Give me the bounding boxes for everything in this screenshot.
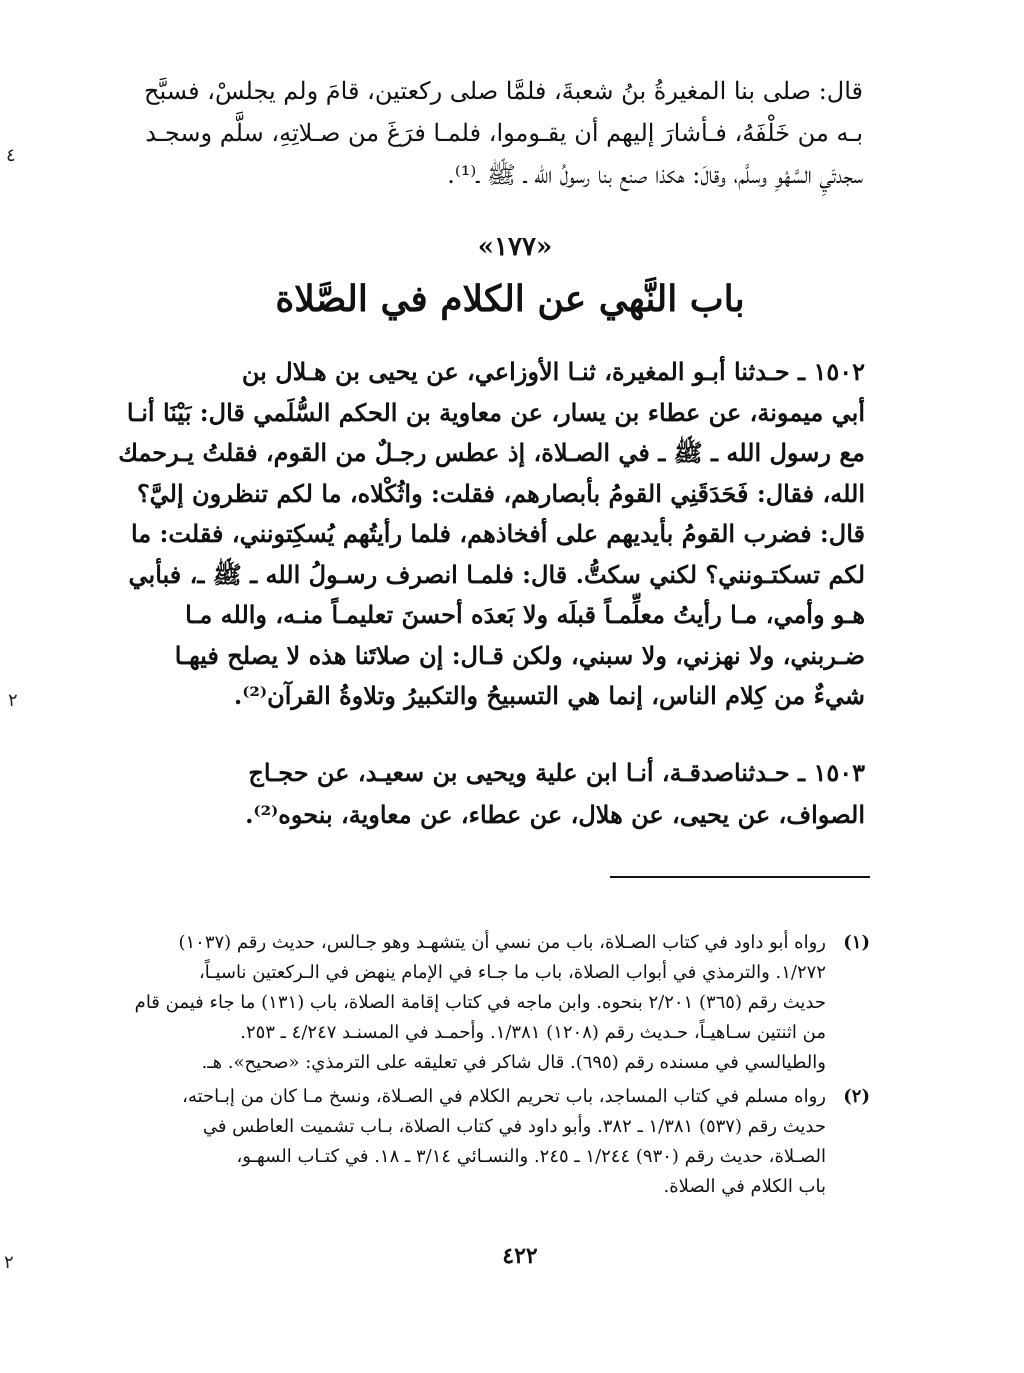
footnote-line: حديث رقم (٣٦٥) ٢/٢٠١ بنحوه. وابن ماجه في كتاب إقامة الصلاة، باب (١٣١) ما جاء فيمن قام <box>134 992 826 1013</box>
footnote-line: ١/٢٧٢. والترمذي في أبواب الصلاة، باب ما جـاء في الإمام ينهض في الـركعتين ناسيـاً، <box>198 962 826 983</box>
scan-edge-mark: ٢ <box>4 1252 14 1273</box>
footnote-1 <box>134 928 870 1078</box>
chapter-number: «١٧٧» <box>477 232 553 262</box>
footnote-marker: (٢) <box>843 1086 870 1107</box>
text-line: مع رسول الله ـ ﷺ ـ في الصـلاة، إذ عطس رجـلٌ من القوم، فقلتُ يـرحمك <box>118 438 865 467</box>
text-line: ١٥٠٣ ـ حـدثناصدقـة، أنـا ابن علية ويحيى بن سعيـد، عن حجـاج <box>248 758 865 787</box>
footnote-line: رواه مسلم في كتاب المساجد، باب تحريم الكلام في الصـلاة، ونسخ مـا كان من إبـاحته، <box>182 1086 826 1107</box>
chapter-title: باب النَّهي عن الكلام في الصَّلاة <box>275 278 745 320</box>
footnote-marker: (١) <box>843 932 870 953</box>
text-line: قال: صلى بنا المغيرةُ بنُ شعبةَ، فلمَّا صلى ركعتين، قامَ ولم يجلسْ، فسبَّح <box>143 77 863 105</box>
continuation-paragraph <box>143 70 863 196</box>
text-line: الله، فقال: فَحَدَقَنِي القومُ بأبصارهم، فقلت: واثُكْلاه، ما لكم تنظرون إليَّ؟ <box>136 478 865 508</box>
text-line: شيءٌ من كِلام الناس، إنما هي التسبيحُ والتكبيرُ وتلاوةُ القرآن⁽²⁾. <box>233 681 865 710</box>
footnote-divider <box>610 876 870 878</box>
footnote-body <box>180 1082 826 1202</box>
footnote-body <box>134 928 826 1078</box>
scan-edge-mark: ٢ <box>8 690 18 711</box>
footnote-line: من اثنتين سـاهيـاً، حـديث رقم (١٢٠٨) ١/٣٨١. وأحمـد في المسنـد ٤/٢٤٧ ـ ٢٥٣. <box>240 1022 826 1043</box>
page-number: ٤٢٢ <box>502 1243 538 1269</box>
text-line: بـه من خَلْفَهُ، فـأشارَ إليهم أن يقـوموا، فلمـا فرَغَ من صـلاتِهِ، سلَّم وسجـد <box>145 119 863 147</box>
scan-edge-mark: ٤ <box>6 145 16 166</box>
text-line: ١٥٠٢ ـ حـدثنا أبـو المغيرة، ثنـا الأوزاعي، عن يحيى بن هـلال بن <box>241 357 865 386</box>
hadith-paragraph-1502 <box>118 352 865 717</box>
footnote-line: حديث رقم (٥٣٧) ١/٣٨١ ـ ٣٨٢. وأبو داود في كتاب الصلاة، بـاب تشميت العاطس في <box>202 1116 826 1137</box>
text-line: قال: فضرب القومُ بأيديهم على أفخاذهم، فلما رأيتُهم يُسكِتونني، فقلت: ما <box>130 519 865 548</box>
footnote-line: رواه أبو داود في كتاب الصـلاة، باب من نسي أن يتشهـد وهو جـالس، حديث رقم (١٠٣٧) <box>178 932 826 953</box>
hadith-paragraph-1503 <box>170 752 865 836</box>
text-line: الصواف، عن يحيى، عن هلال، عن عطاء، عن معاوية، بنحوه⁽²⁾. <box>245 800 865 829</box>
text-line: أبي ميمونة، عن عطاء بن يسار، عن معاوية بن الحكم السُّلَمي قال: بَيْنَا أنـا <box>126 397 865 427</box>
footnote-line: باب الكلام في الصلاة. <box>663 1176 826 1197</box>
text-line: ضـربني، ولا نهزني، ولا سبني، ولكن قـال: إن صلاتَنا هذه لا يصلح فيهـا <box>174 640 865 670</box>
footnote-line: والطيالسي في مسنده رقم (٦٩٥). قال شاكر في تعليقه على الترمذي: «صحيح». هـ. <box>201 1052 826 1073</box>
footnote-line: الصـلاة، حديث رقم (٩٣٠) ١/٢٤٤ ـ ٢٤٥. والنسـائي ٣/١٤ ـ ١٨. في كتـاب السهـو، <box>236 1146 826 1167</box>
footnote-2 <box>180 1082 870 1202</box>
text-line: لكم تسكتـونني؟ لكني سكتُّ. قال: فلمـا انصرف رسـولُ الله ـ ﷺ ـ، فبأبي <box>128 559 865 589</box>
text-line: سجدتَيِ السَّهْوِ وسلَّم، وقالَ: هكذا صنع بنا رسولُ الله ـ ﷺ ـ⁽¹⁾. <box>447 161 863 189</box>
text-line: هـو وأمي، مـا رأيتُ معلِّمـاً قبلَه ولا بَعدَه أحسنَ تعليمـاً منـه، والله مـا <box>185 600 865 629</box>
